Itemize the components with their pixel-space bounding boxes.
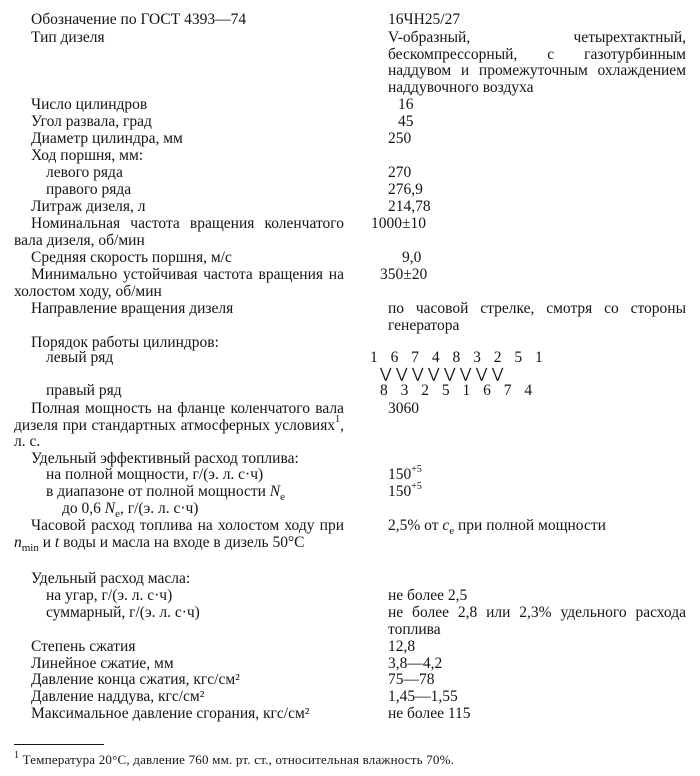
spec-value: 3060 xyxy=(388,400,419,417)
spec-value: не более 2,8 или 2,3% удельного расхода топлива xyxy=(388,604,686,638)
spec-label: Полная мощность на фланце коленчатого вала дизеля при стандартных атмосферных условиях$^1$, л. с. xyxy=(14,400,344,451)
spec-label: Давление конца сжатия, кгс/см² xyxy=(31,671,240,688)
spec-value: не более 115 xyxy=(388,705,471,722)
spec-value: $150^{+5}$ xyxy=(388,463,422,483)
spec-label: левого ряда xyxy=(46,164,123,181)
spec-label: Линейное сжатие, мм xyxy=(31,655,174,672)
spec-value: 350±20 xyxy=(380,266,428,283)
spec-value: не более 2,5 xyxy=(388,587,468,604)
footnote-divider xyxy=(14,744,104,745)
spec-label: Литраж дизеля, л xyxy=(31,198,146,215)
spec-label: левый ряд xyxy=(46,349,114,366)
spec-value: 2,5% от $c_e$ при полной мощности xyxy=(388,517,606,538)
spec-value: V-образный, четырехтактный, бескомпрессорный, с газотурбинным наддувом и промежуточным охлаждением наддувочного воздуха xyxy=(388,29,686,96)
spec-label: в диапазоне от полной мощности $N_e$ xyxy=(46,483,286,504)
spec-label: правого ряда xyxy=(46,181,132,198)
spec-label: Число цилиндров xyxy=(31,96,148,113)
spec-label: Давление наддува, кгс/см² xyxy=(31,688,205,705)
spec-label: Диаметр цилиндра, мм xyxy=(31,130,183,147)
footnote-mark: 1 xyxy=(14,749,20,761)
spec-value: 276,9 xyxy=(388,181,423,198)
down-arrow-icon: ⋁⋁⋁⋁⋁⋁⋁⋁ xyxy=(380,366,508,382)
spec-label: Направление вращения дизеля xyxy=(31,300,234,317)
spec-value: 1,45—1,55 xyxy=(388,688,458,705)
spec-value: 12,8 xyxy=(388,638,416,655)
spec-label: Угол развала, град xyxy=(31,113,152,130)
spec-label: правый ряд xyxy=(46,382,122,399)
spec-value: 1000±10 xyxy=(371,215,427,232)
spec-label: Тип дизеля xyxy=(31,29,105,46)
firing-order-right-sequence: 8 3 2 5 1 6 7 4 xyxy=(380,382,537,399)
spec-label: до 0,6 $N_e$, г/(э. л. с·ч) xyxy=(62,500,199,521)
spec-label: на полной мощности, г/(э. л. с·ч) xyxy=(46,466,264,483)
spec-label: Удельный эффективный расход топлива: xyxy=(31,450,299,467)
spec-label: Обозначение по ГОСТ 4393—74 xyxy=(31,11,247,28)
spec-label: Минимально устойчивая частота вращения на холостом ходу, об/мин xyxy=(14,266,344,300)
spec-value: 270 xyxy=(388,164,412,181)
spec-value: 16ЧН25/27 xyxy=(388,11,461,28)
spec-value: 3,8—4,2 xyxy=(388,655,443,672)
spec-label: Часовой расход топлива на холостом ходу при $n_{min}$ и t воды и масла на входе в дизель 50°С xyxy=(14,517,344,554)
spec-label: Максимальное давление сгорания, кгс/см² xyxy=(31,705,310,722)
spec-value: по часовой стрелке, смотря со стороны генератора xyxy=(388,300,686,334)
spec-value: 45 xyxy=(398,113,414,130)
footnote-text: Температура 20°С, давление 760 мм. рт. ст., относительная влажность 70%. xyxy=(22,752,455,767)
spec-value: $150^{+5}$ xyxy=(388,480,422,500)
spec-label: Удельный расход масла: xyxy=(31,570,191,587)
footnote xyxy=(14,749,455,769)
spec-label: Средняя скорость поршня, м/с xyxy=(31,249,232,266)
spec-label: Номинальная частота вращения коленчатого вала дизеля, об/мин xyxy=(14,215,344,249)
spec-label: Порядок работы цилиндров: xyxy=(31,334,219,351)
spec-value: 214,78 xyxy=(388,198,431,215)
spec-label: Степень сжатия xyxy=(31,638,136,655)
footnote-mark: 1 xyxy=(335,414,341,426)
firing-order-left-sequence: 1 6 7 4 8 3 2 5 1 xyxy=(370,349,548,366)
spec-value: 250 xyxy=(388,130,412,147)
spec-label: суммарный, г/(э. л. с·ч) xyxy=(46,604,200,621)
spec-label: Ход поршня, мм: xyxy=(31,147,144,164)
spec-value: 16 xyxy=(398,96,414,113)
spec-value: 9,0 xyxy=(402,249,422,266)
spec-value: 75—78 xyxy=(388,671,435,688)
spec-label: на угар, г/(э. л. с·ч) xyxy=(46,587,173,604)
